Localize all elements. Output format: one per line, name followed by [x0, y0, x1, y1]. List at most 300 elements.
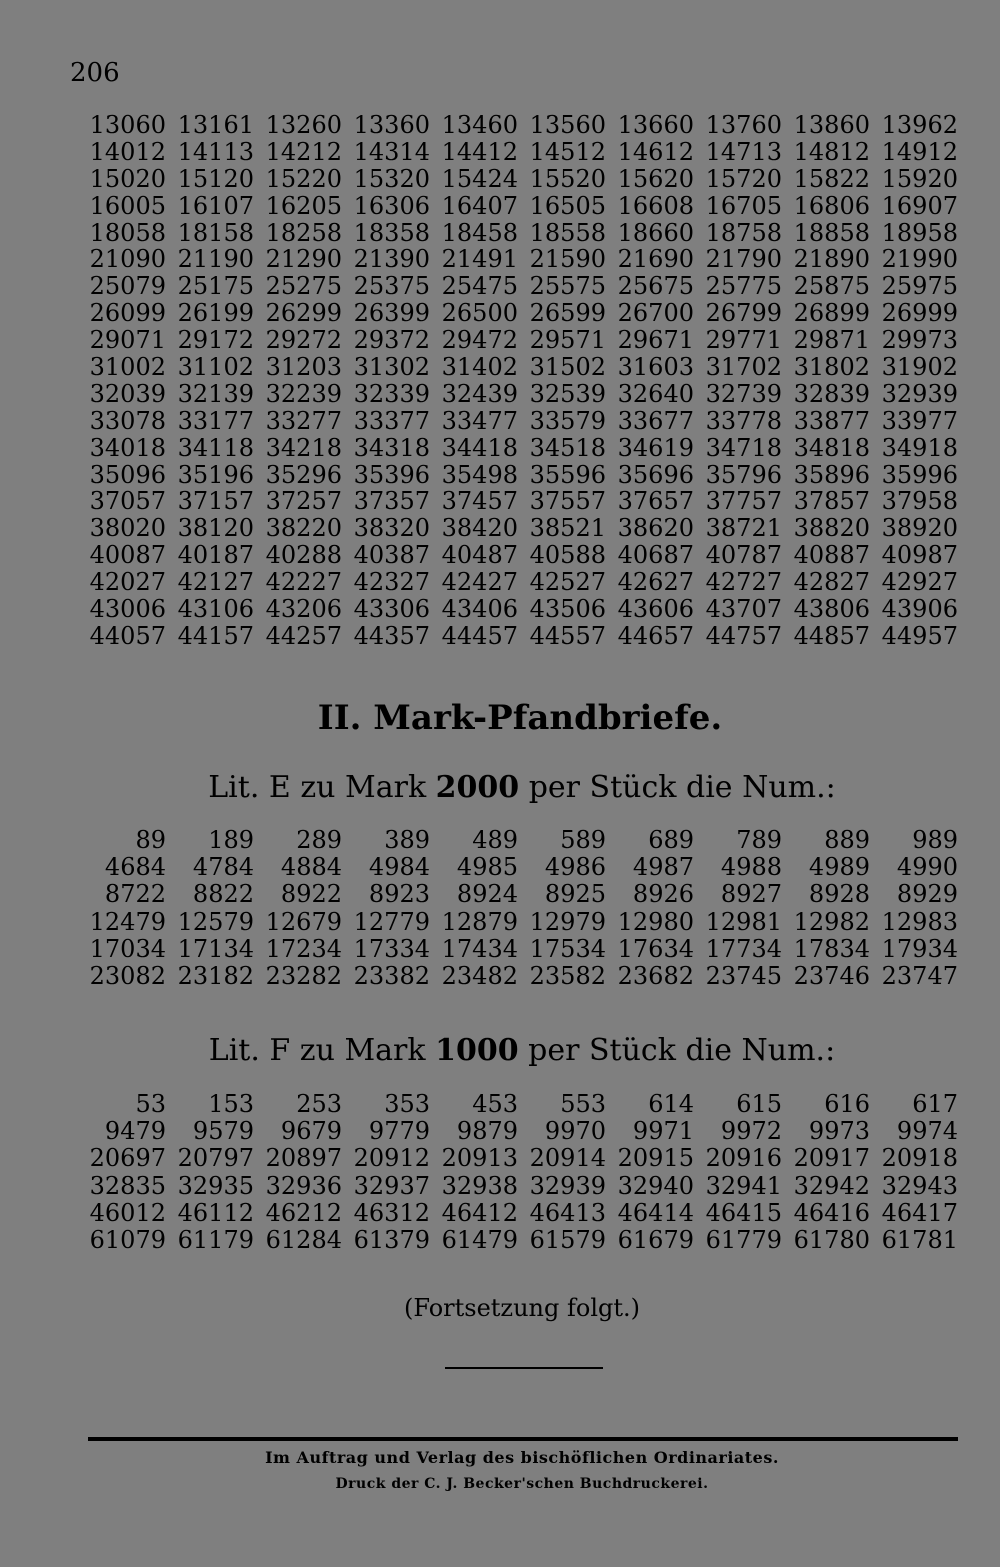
number-cell: 43106 — [177, 595, 254, 624]
number-cell: 17534 — [529, 934, 606, 963]
number-cell: 43406 — [441, 595, 518, 624]
number-cell: 18058 — [89, 218, 166, 247]
number-cell: 40588 — [529, 541, 606, 570]
number-cell: 12980 — [617, 907, 694, 936]
number-cell: 26399 — [353, 299, 430, 328]
number-cell: 12979 — [529, 907, 606, 936]
number-table-lit-e — [78, 827, 958, 990]
number-cell: 43806 — [793, 595, 870, 624]
number-cell: 14314 — [353, 137, 430, 166]
number-cell: 32839 — [793, 379, 870, 408]
number-cell: 614 — [648, 1090, 694, 1118]
number-cell: 31802 — [793, 353, 870, 382]
number-cell: 589 — [560, 826, 606, 854]
number-cell: 26299 — [265, 299, 342, 328]
number-cell: 26999 — [881, 299, 958, 328]
number-cell: 34818 — [793, 433, 870, 462]
number-cell: 20915 — [617, 1144, 694, 1173]
number-cell: 21590 — [529, 245, 606, 274]
number-cell: 489 — [472, 826, 518, 854]
number-cell: 31902 — [881, 353, 958, 382]
number-cell: 32940 — [617, 1171, 694, 1200]
number-cell: 18558 — [529, 218, 606, 247]
number-cell: 38020 — [89, 514, 166, 543]
number-cell: 4784 — [192, 853, 254, 882]
number-cell: 12579 — [177, 907, 254, 936]
number-cell: 15424 — [441, 164, 518, 193]
number-cell: 26199 — [177, 299, 254, 328]
number-cell: 23747 — [881, 961, 958, 990]
number-cell: 61284 — [265, 1225, 342, 1254]
number-cell: 34218 — [265, 433, 342, 462]
number-cell: 37157 — [177, 487, 254, 516]
number-cell: 15620 — [617, 164, 694, 193]
number-cell: 25975 — [881, 272, 958, 301]
number-cell: 4984 — [368, 853, 430, 882]
number-cell: 9973 — [808, 1117, 870, 1146]
number-cell: 35096 — [89, 460, 166, 489]
number-cell: 12981 — [705, 907, 782, 936]
number-cell: 15822 — [793, 164, 870, 193]
continued-note: (Fortsetzung folgt.) — [404, 1294, 640, 1322]
number-cell: 40887 — [793, 541, 870, 570]
number-cell: 15120 — [177, 164, 254, 193]
number-cell: 20918 — [881, 1144, 958, 1173]
number-cell: 46414 — [617, 1198, 694, 1227]
number-cell: 353 — [384, 1090, 430, 1118]
number-cell: 32439 — [441, 379, 518, 408]
number-cell: 26799 — [705, 299, 782, 328]
number-cell: 25375 — [353, 272, 430, 301]
number-cell: 15320 — [353, 164, 430, 193]
number-cell: 44957 — [881, 621, 958, 650]
lit-e-amount: 2000 — [435, 770, 520, 805]
number-cell: 21990 — [881, 245, 958, 274]
number-cell: 33579 — [529, 406, 606, 435]
number-cell: 32942 — [793, 1171, 870, 1200]
number-cell: 4986 — [544, 853, 606, 882]
number-cell: 18958 — [881, 218, 958, 247]
number-cell: 31203 — [265, 353, 342, 382]
number-cell: 43206 — [265, 595, 342, 624]
number-cell: 17234 — [265, 934, 342, 963]
number-cell: 35196 — [177, 460, 254, 489]
number-cell: 40087 — [89, 541, 166, 570]
number-cell: 389 — [384, 826, 430, 854]
number-cell: 46415 — [705, 1198, 782, 1227]
number-cell: 4987 — [632, 853, 694, 882]
number-cell: 23582 — [529, 961, 606, 990]
number-cell: 43707 — [705, 595, 782, 624]
number-cell: 18858 — [793, 218, 870, 247]
number-cell: 32936 — [265, 1171, 342, 1200]
number-cell: 61679 — [617, 1225, 694, 1254]
number-cell: 44657 — [617, 621, 694, 650]
number-cell: 29671 — [617, 326, 694, 355]
number-cell: 17934 — [881, 934, 958, 963]
number-table-lit-f — [78, 1091, 958, 1254]
number-cell: 31603 — [617, 353, 694, 382]
number-cell: 20697 — [89, 1144, 166, 1173]
number-cell: 9879 — [456, 1117, 518, 1146]
number-cell: 8924 — [456, 880, 518, 909]
number-cell: 18660 — [617, 218, 694, 247]
number-cell: 23482 — [441, 961, 518, 990]
number-cell: 35296 — [265, 460, 342, 489]
number-cell: 29472 — [441, 326, 518, 355]
number-cell: 9479 — [104, 1117, 166, 1146]
number-cell: 12879 — [441, 907, 518, 936]
number-cell: 32640 — [617, 379, 694, 408]
number-cell: 46417 — [881, 1198, 958, 1227]
number-cell: 4684 — [104, 853, 166, 882]
number-cell: 32935 — [177, 1171, 254, 1200]
number-cell: 29172 — [177, 326, 254, 355]
lit-f-amount: 1000 — [435, 1033, 519, 1068]
number-cell: 26500 — [441, 299, 518, 328]
number-cell: 32943 — [881, 1171, 958, 1200]
number-cell: 42027 — [89, 568, 166, 597]
number-cell: 25775 — [705, 272, 782, 301]
number-cell: 42827 — [793, 568, 870, 597]
footer-publisher: Im Auftrag und Verlag des bischöflichen Ordinariates. — [265, 1448, 779, 1467]
number-cell: 42327 — [353, 568, 430, 597]
number-cell: 17034 — [89, 934, 166, 963]
number-cell: 25275 — [265, 272, 342, 301]
number-cell: 29571 — [529, 326, 606, 355]
number-cell: 8822 — [192, 880, 254, 909]
number-cell: 13962 — [881, 111, 958, 139]
number-cell: 33078 — [89, 406, 166, 435]
number-cell: 32941 — [705, 1171, 782, 1200]
number-cell: 18158 — [177, 218, 254, 247]
number-cell: 46416 — [793, 1198, 870, 1227]
number-cell: 38620 — [617, 514, 694, 543]
number-cell: 42127 — [177, 568, 254, 597]
number-cell: 26899 — [793, 299, 870, 328]
number-cell: 989 — [912, 826, 958, 854]
number-cell: 20897 — [265, 1144, 342, 1173]
number-cell: 25875 — [793, 272, 870, 301]
number-cell: 40787 — [705, 541, 782, 570]
number-cell: 789 — [736, 826, 782, 854]
number-cell: 617 — [912, 1090, 958, 1118]
number-cell: 18358 — [353, 218, 430, 247]
number-cell: 20912 — [353, 1144, 430, 1173]
number-cell: 189 — [208, 826, 254, 854]
number-cell: 34619 — [617, 433, 694, 462]
number-cell: 32139 — [177, 379, 254, 408]
number-cell: 8926 — [632, 880, 694, 909]
number-cell: 38721 — [705, 514, 782, 543]
number-cell: 4884 — [280, 853, 342, 882]
number-cell: 34118 — [177, 433, 254, 462]
number-cell: 43306 — [353, 595, 430, 624]
number-cell: 25175 — [177, 272, 254, 301]
number-cell: 18758 — [705, 218, 782, 247]
number-cell: 33277 — [265, 406, 342, 435]
number-cell: 25575 — [529, 272, 606, 301]
number-cell: 29771 — [705, 326, 782, 355]
number-cell: 32939 — [881, 379, 958, 408]
number-cell: 23182 — [177, 961, 254, 990]
number-cell: 8927 — [720, 880, 782, 909]
number-cell: 61779 — [705, 1225, 782, 1254]
number-cell: 37958 — [881, 487, 958, 516]
number-cell: 29871 — [793, 326, 870, 355]
number-cell: 35796 — [705, 460, 782, 489]
number-cell: 35996 — [881, 460, 958, 489]
number-cell: 43506 — [529, 595, 606, 624]
number-cell: 38220 — [265, 514, 342, 543]
number-cell: 34318 — [353, 433, 430, 462]
number-cell: 42227 — [265, 568, 342, 597]
number-cell: 40288 — [265, 541, 342, 570]
number-cell: 33677 — [617, 406, 694, 435]
lit-f-prefix: Lit. F zu Mark — [208, 1033, 426, 1068]
number-cell: 44457 — [441, 621, 518, 650]
number-cell: 37257 — [265, 487, 342, 516]
number-cell: 46312 — [353, 1198, 430, 1227]
number-cell: 13060 — [89, 111, 166, 139]
number-cell: 37857 — [793, 487, 870, 516]
number-cell: 31302 — [353, 353, 430, 382]
number-cell: 14012 — [89, 137, 166, 166]
number-cell: 16806 — [793, 191, 870, 220]
number-cell: 16505 — [529, 191, 606, 220]
number-cell: 17134 — [177, 934, 254, 963]
number-cell: 4990 — [896, 853, 958, 882]
number-cell: 16306 — [353, 191, 430, 220]
number-cell: 16107 — [177, 191, 254, 220]
number-cell: 9579 — [192, 1117, 254, 1146]
number-cell: 34518 — [529, 433, 606, 462]
lit-e-suffix: per Stück die Num.: — [528, 770, 836, 805]
number-cell: 20797 — [177, 1144, 254, 1173]
number-cell: 42427 — [441, 568, 518, 597]
number-cell: 46112 — [177, 1198, 254, 1227]
number-cell: 17434 — [441, 934, 518, 963]
number-cell: 42927 — [881, 568, 958, 597]
number-cell: 38920 — [881, 514, 958, 543]
number-cell: 33377 — [353, 406, 430, 435]
number-cell: 37757 — [705, 487, 782, 516]
number-cell: 44357 — [353, 621, 430, 650]
number-cell: 61579 — [529, 1225, 606, 1254]
number-cell: 13660 — [617, 111, 694, 139]
number-cell: 42627 — [617, 568, 694, 597]
number-cell: 23682 — [617, 961, 694, 990]
number-cell: 14412 — [441, 137, 518, 166]
number-cell: 43606 — [617, 595, 694, 624]
number-cell: 17734 — [705, 934, 782, 963]
number-cell: 17834 — [793, 934, 870, 963]
number-cell: 9972 — [720, 1117, 782, 1146]
number-cell: 37657 — [617, 487, 694, 516]
number-cell: 35596 — [529, 460, 606, 489]
number-cell: 31702 — [705, 353, 782, 382]
number-cell: 32339 — [353, 379, 430, 408]
number-cell: 21690 — [617, 245, 694, 274]
number-cell: 25079 — [89, 272, 166, 301]
number-cell: 9679 — [280, 1117, 342, 1146]
lit-e-heading — [22, 770, 1000, 805]
number-cell: 34018 — [89, 433, 166, 462]
number-cell: 14113 — [177, 137, 254, 166]
number-cell: 35498 — [441, 460, 518, 489]
number-cell: 21090 — [89, 245, 166, 274]
number-cell: 46212 — [265, 1198, 342, 1227]
number-cell: 61079 — [89, 1225, 166, 1254]
number-cell: 21290 — [265, 245, 342, 274]
number-cell: 37457 — [441, 487, 518, 516]
number-cell: 32739 — [705, 379, 782, 408]
number-cell: 153 — [208, 1090, 254, 1118]
number-cell: 15020 — [89, 164, 166, 193]
lit-e-prefix: Lit. E zu Mark — [208, 770, 427, 805]
number-cell: 44157 — [177, 621, 254, 650]
number-cell: 12982 — [793, 907, 870, 936]
number-cell: 35396 — [353, 460, 430, 489]
number-cell: 23745 — [705, 961, 782, 990]
number-cell: 9974 — [896, 1117, 958, 1146]
number-cell: 44857 — [793, 621, 870, 650]
number-cell: 31502 — [529, 353, 606, 382]
number-cell: 16907 — [881, 191, 958, 220]
number-cell: 13460 — [441, 111, 518, 139]
number-cell: 33877 — [793, 406, 870, 435]
number-cell: 23082 — [89, 961, 166, 990]
short-divider — [445, 1367, 603, 1369]
number-cell: 35696 — [617, 460, 694, 489]
number-cell: 14713 — [705, 137, 782, 166]
number-cell: 18258 — [265, 218, 342, 247]
footer-rule — [88, 1437, 958, 1441]
number-cell: 615 — [736, 1090, 782, 1118]
number-cell: 9779 — [368, 1117, 430, 1146]
number-cell: 12983 — [881, 907, 958, 936]
number-cell: 16705 — [705, 191, 782, 220]
number-cell: 32039 — [89, 379, 166, 408]
number-cell: 29372 — [353, 326, 430, 355]
number-cell: 4985 — [456, 853, 518, 882]
number-cell: 16205 — [265, 191, 342, 220]
number-cell: 61179 — [177, 1225, 254, 1254]
number-cell: 31002 — [89, 353, 166, 382]
number-cell: 38320 — [353, 514, 430, 543]
number-cell: 4989 — [808, 853, 870, 882]
number-cell: 26700 — [617, 299, 694, 328]
number-cell: 12679 — [265, 907, 342, 936]
number-cell: 13760 — [705, 111, 782, 139]
number-cell: 89 — [135, 826, 166, 854]
number-cell: 9970 — [544, 1117, 606, 1146]
number-cell: 20914 — [529, 1144, 606, 1173]
number-cell: 43006 — [89, 595, 166, 624]
number-cell: 12479 — [89, 907, 166, 936]
number-cell: 43906 — [881, 595, 958, 624]
number-cell: 38420 — [441, 514, 518, 543]
number-cell: 40687 — [617, 541, 694, 570]
number-cell: 13161 — [177, 111, 254, 139]
number-cell: 20917 — [793, 1144, 870, 1173]
number-cell: 14912 — [881, 137, 958, 166]
page-number: 206 — [70, 58, 120, 88]
number-cell: 253 — [296, 1090, 342, 1118]
number-cell: 40487 — [441, 541, 518, 570]
number-cell: 15720 — [705, 164, 782, 193]
number-cell: 889 — [824, 826, 870, 854]
number-cell: 38120 — [177, 514, 254, 543]
number-cell: 33977 — [881, 406, 958, 435]
number-cell: 42727 — [705, 568, 782, 597]
number-cell: 37557 — [529, 487, 606, 516]
number-cell: 8929 — [896, 880, 958, 909]
number-cell: 61379 — [353, 1225, 430, 1254]
number-cell: 61780 — [793, 1225, 870, 1254]
number-cell: 689 — [648, 826, 694, 854]
number-cell: 13560 — [529, 111, 606, 139]
number-cell: 33778 — [705, 406, 782, 435]
number-cell: 31402 — [441, 353, 518, 382]
number-cell: 13360 — [353, 111, 430, 139]
footer-printer: Druck der C. J. Becker'schen Buchdruckerei. — [335, 1476, 709, 1492]
number-cell: 23282 — [265, 961, 342, 990]
number-cell: 40187 — [177, 541, 254, 570]
number-cell: 17334 — [353, 934, 430, 963]
number-cell: 17634 — [617, 934, 694, 963]
number-cell: 29973 — [881, 326, 958, 355]
number-cell: 26099 — [89, 299, 166, 328]
number-cell: 20913 — [441, 1144, 518, 1173]
number-cell: 61781 — [881, 1225, 958, 1254]
number-cell: 40387 — [353, 541, 430, 570]
number-cell: 53 — [135, 1090, 166, 1118]
number-cell: 8923 — [368, 880, 430, 909]
number-cell: 32539 — [529, 379, 606, 408]
number-cell: 14212 — [265, 137, 342, 166]
number-cell: 29071 — [89, 326, 166, 355]
number-cell: 32239 — [265, 379, 342, 408]
number-cell: 38820 — [793, 514, 870, 543]
number-cell: 21790 — [705, 245, 782, 274]
number-cell: 33177 — [177, 406, 254, 435]
number-cell: 44057 — [89, 621, 166, 650]
number-cell: 46413 — [529, 1198, 606, 1227]
number-cell: 34418 — [441, 433, 518, 462]
number-cell: 21491 — [441, 245, 518, 274]
number-cell: 25475 — [441, 272, 518, 301]
number-cell: 46412 — [441, 1198, 518, 1227]
number-cell: 23746 — [793, 961, 870, 990]
number-cell: 14612 — [617, 137, 694, 166]
number-cell: 16005 — [89, 191, 166, 220]
number-cell: 33477 — [441, 406, 518, 435]
number-cell: 32937 — [353, 1171, 430, 1200]
number-cell: 289 — [296, 826, 342, 854]
number-cell: 8928 — [808, 880, 870, 909]
number-cell: 8722 — [104, 880, 166, 909]
number-cell: 44757 — [705, 621, 782, 650]
number-cell: 40987 — [881, 541, 958, 570]
number-cell: 37057 — [89, 487, 166, 516]
number-cell: 15520 — [529, 164, 606, 193]
number-cell: 21390 — [353, 245, 430, 274]
number-cell: 34918 — [881, 433, 958, 462]
number-cell: 35896 — [793, 460, 870, 489]
number-cell: 32835 — [89, 1171, 166, 1200]
number-cell: 21890 — [793, 245, 870, 274]
